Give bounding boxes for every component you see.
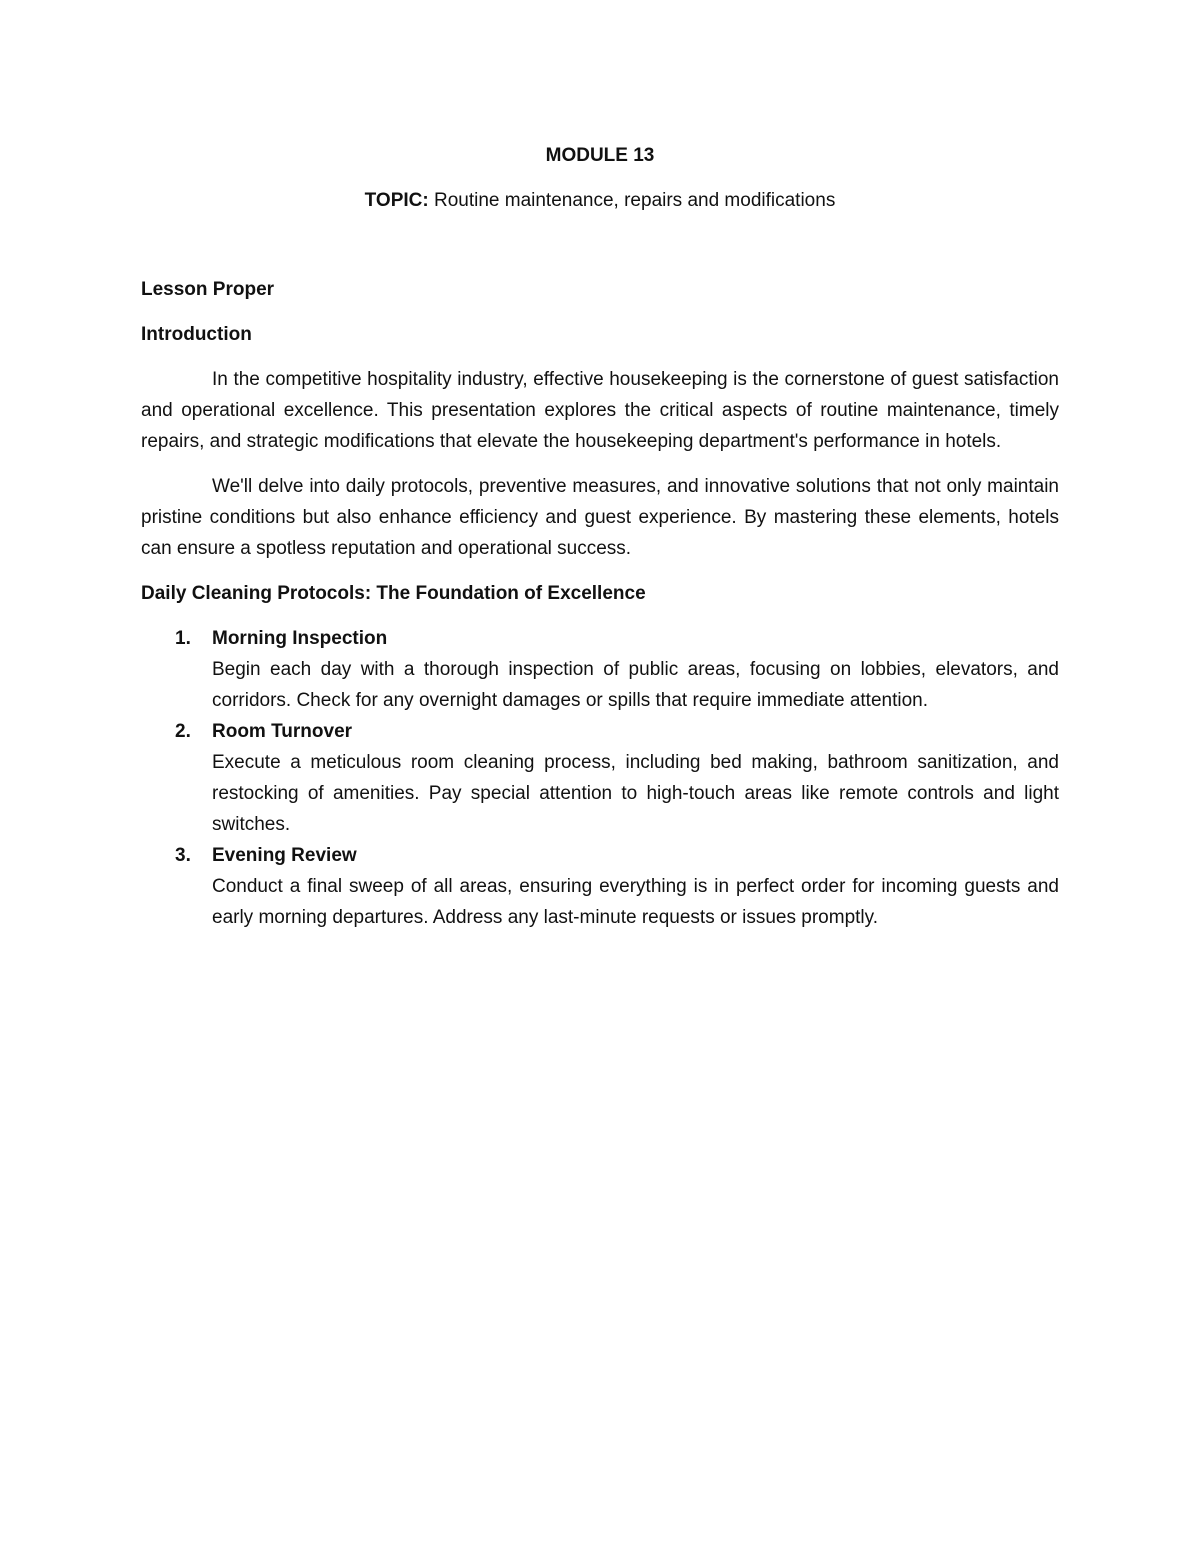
module-title: MODULE 13 [545, 145, 655, 166]
step-title: Evening Review [212, 845, 357, 866]
step-description: Conduct a final sweep of all areas, ensuring everything is in perfect order for incoming guests and early morning departures. Address any last-minute requests or issues promptly. [212, 876, 1059, 928]
step-title: Morning Inspection [212, 628, 388, 649]
list-item [141, 623, 1059, 716]
step-description: Begin each day with a thorough inspection of public areas, focusing on lobbies, elevators, and corridors. Check for any overnight damages or spills that require immediate attention. [212, 659, 1059, 711]
topic-line [141, 185, 1059, 216]
introduction-heading: Introduction [141, 324, 252, 345]
topic-text: Routine maintenance, repairs and modifications [428, 190, 836, 211]
topic-label: TOPIC: [364, 190, 429, 211]
list-item [141, 716, 1059, 840]
step-description: Execute a meticulous room cleaning process, including bed making, bathroom sanitization, and restocking of amenities. Pay special attention to high-touch areas like remote controls and light switches. [212, 752, 1059, 835]
step-number: 2. [175, 721, 191, 742]
step-title: Room Turnover [212, 721, 353, 742]
protocols-heading: Daily Cleaning Protocols: The Foundation of Excellence [141, 583, 646, 604]
list-item [141, 840, 1059, 933]
document-body [141, 140, 1059, 933]
step-number: 1. [175, 628, 191, 649]
step-number: 3. [175, 845, 191, 866]
protocol-steps-list [141, 623, 1059, 933]
intro-paragraph: In the competitive hospitality industry, effective housekeeping is the cornerstone of guest satisfaction and operational excellence. This presentation explores the critical aspects of routine maintenance, timely repairs, and strategic modifications that elevate the housekeeping department's performance in hotels. [141, 369, 1059, 452]
lesson-proper-heading: Lesson Proper [141, 279, 275, 300]
intro-paragraph: We'll delve into daily protocols, preventive measures, and innovative solutions that not only maintain pristine conditions but also enhance efficiency and guest experience. By mastering these elements, hotels can ensure a spotless reputation and operational success. [141, 476, 1059, 559]
